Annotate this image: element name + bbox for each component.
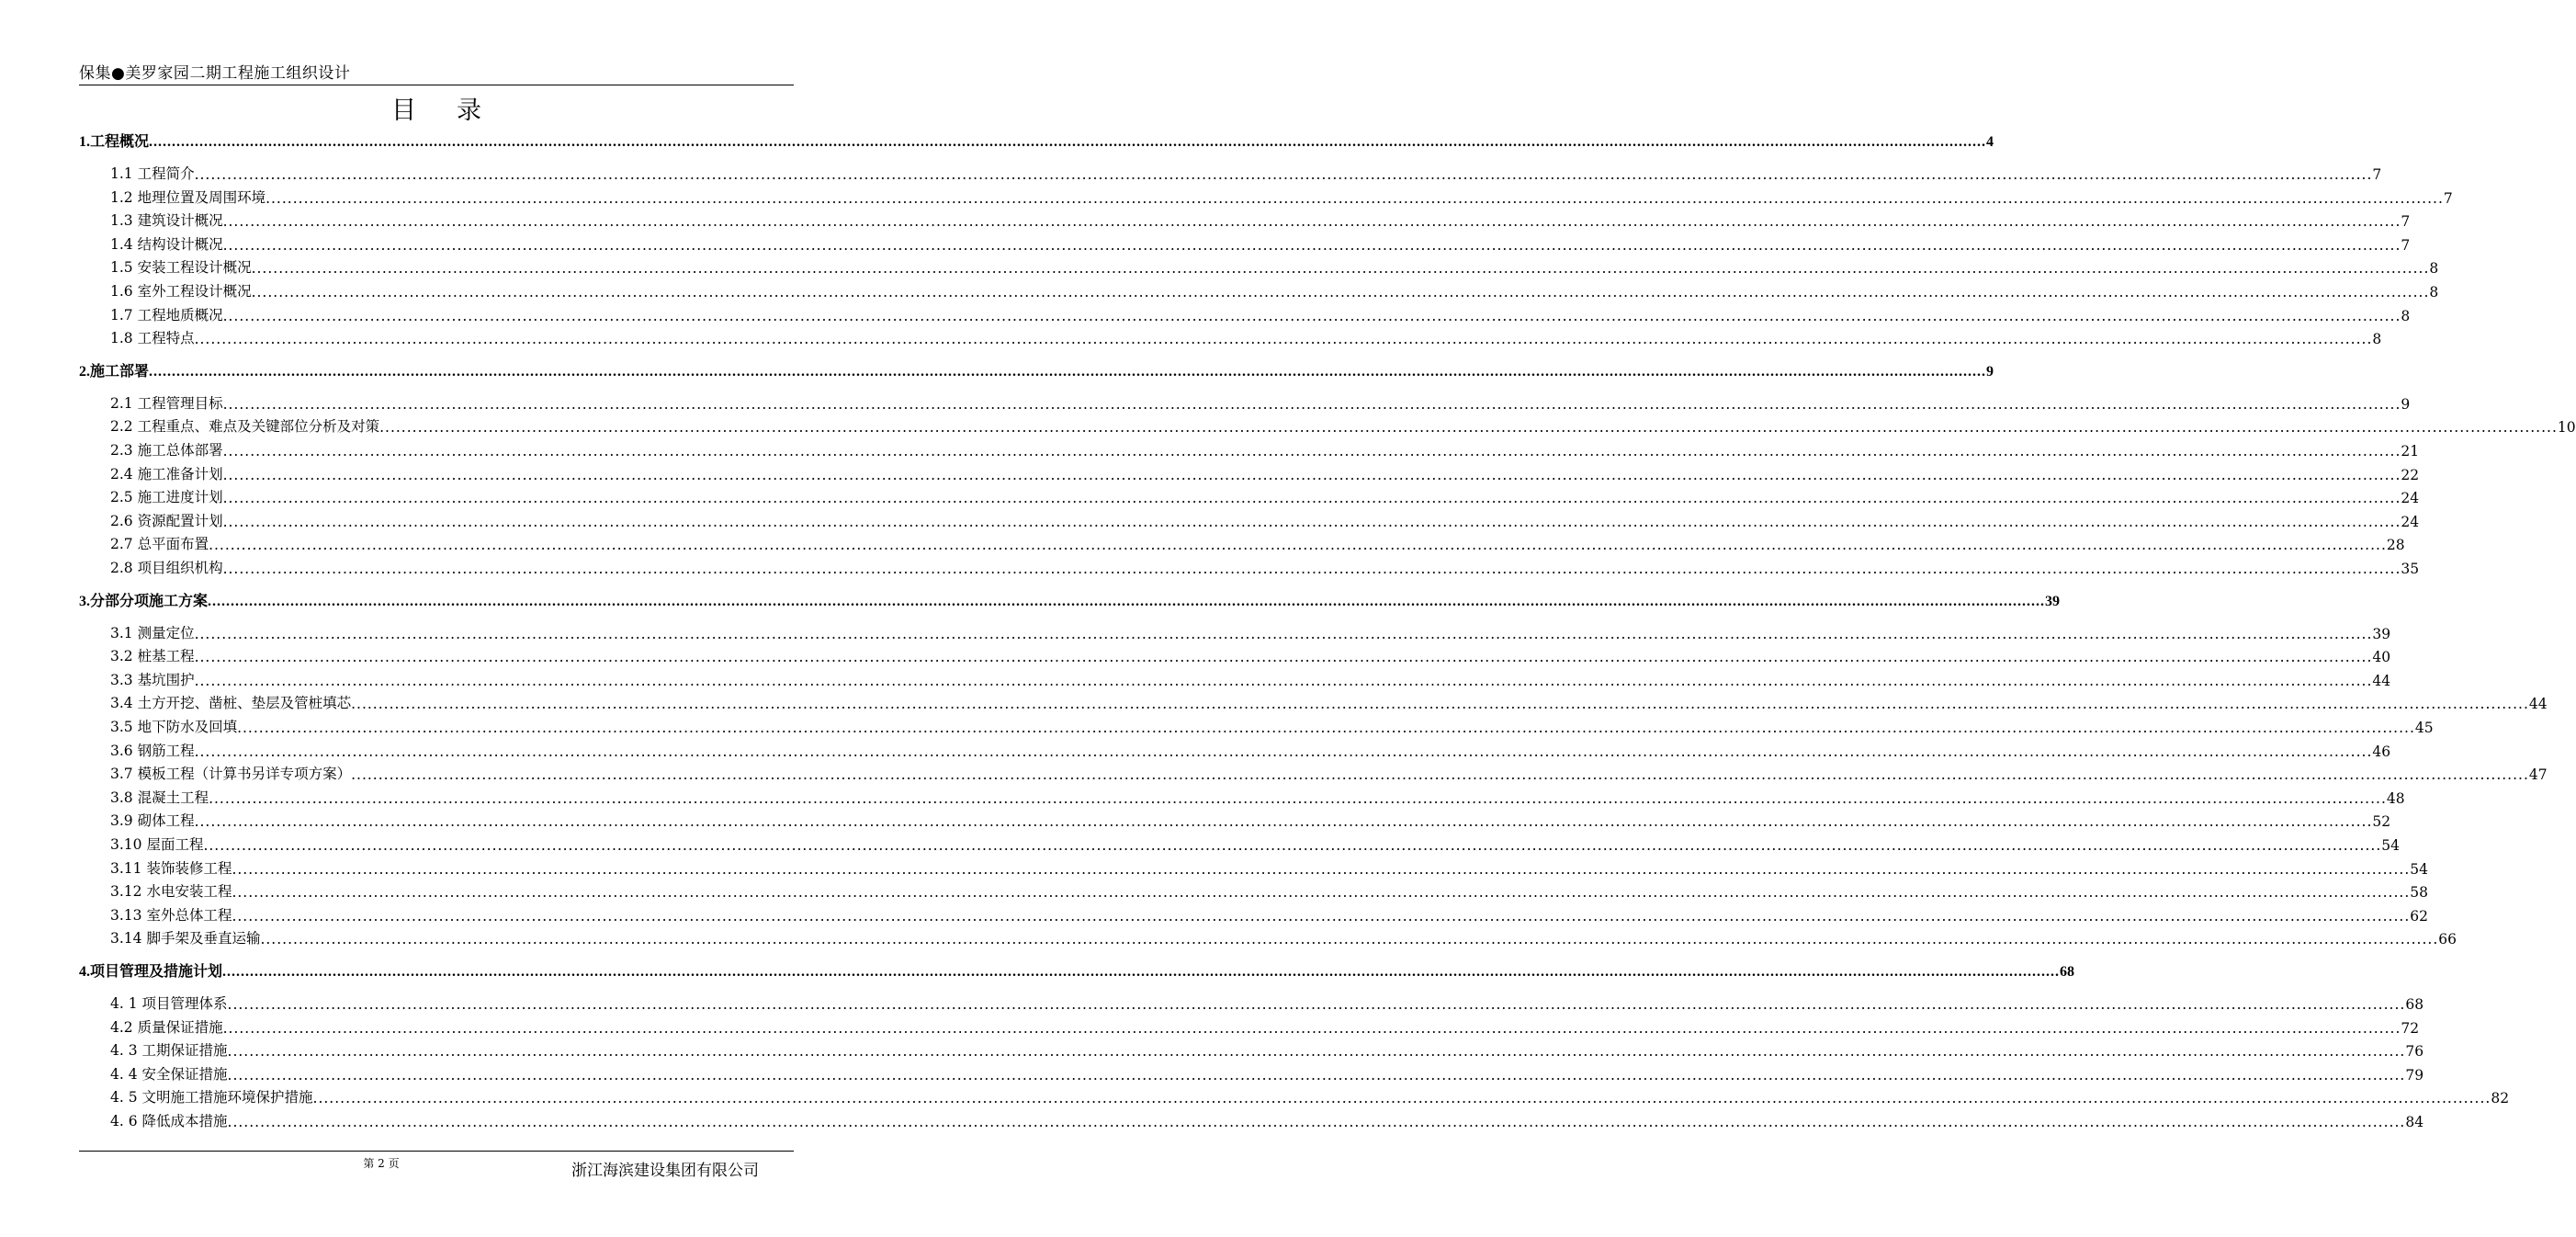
toc-entry-page: 35 [2401, 561, 2420, 577]
toc-entry-label: 3.10 屋面工程 [110, 836, 204, 853]
toc-subsection-entry[interactable] [79, 808, 2391, 831]
toc-dot-leader: ................................................................................................................................................................................................................................................................................................................................................................................................................ [351, 766, 2529, 784]
toc-entry-label: 1.8 工程特点 [110, 330, 195, 347]
toc-entry-page: 28 [2386, 537, 2405, 554]
toc-entry-page: 44 [2528, 696, 2548, 713]
toc-dot-leader: ................................................................................................................................................................................................................................................................................................................................................................................................................ [232, 907, 2411, 925]
toc-entry-label: 1.6 室外工程设计概况 [110, 283, 252, 300]
toc-subsection-entry[interactable] [79, 1108, 2424, 1130]
toc-entry-page: 76 [2405, 1043, 2424, 1061]
toc-dot-leader: ................................................................................................................................................................................................................................................................................................................................................................................................................ [222, 490, 2401, 507]
toc-dot-leader: ................................................................................................................................................................................................................................................................................................................................................................................................................ [227, 996, 2406, 1013]
toc-dot-leader: ................................................................................................................................................................................................................................................................................................................................................................................................................ [222, 1019, 2401, 1037]
toc-subsection-entry[interactable] [79, 1084, 2510, 1107]
toc-entry-label: 1.2 地理位置及周围环境 [110, 188, 266, 206]
toc-entry-label: 3.1 测量定位 [110, 624, 195, 641]
toc-entry-label: 3.6 钢筋工程 [110, 742, 195, 759]
toc-subsection-entry[interactable] [79, 161, 2382, 183]
toc-dot-leader: ................................................................................................................................................................................................................................................................................................................................................................................................................ [209, 789, 2387, 807]
page-header [79, 61, 794, 85]
toc-entry-page: 47 [2528, 766, 2548, 784]
toc-dot-leader: ................................................................................................................................................................................................................................................................................................................................................................................................................ [251, 284, 2430, 301]
toc-entry-page: 7 [2401, 236, 2411, 254]
toc-entry-label: 1.1 工程简介 [110, 165, 195, 182]
toc-subsection-entry[interactable] [79, 508, 2420, 530]
toc-dot-leader: ................................................................................................................................................................................................................................................................................................................................................................................................................ [351, 696, 2529, 713]
toc-dot-leader: ................................................................................................................................................................................................................................................................................................................................................................................................................ [194, 331, 2373, 348]
toc-entry-label: 3.14 脚手架及垂直运输 [110, 930, 261, 948]
toc-subsection-entry[interactable] [79, 902, 2428, 925]
toc-dot-leader: ................................................................................................................................................................................................................................................................................................................................................................................................................ [149, 363, 1987, 380]
toc-dot-leader: ................................................................................................................................................................................................................................................................................................................................................................................................................ [222, 443, 2401, 460]
toc-dot-leader: ................................................................................................................................................................................................................................................................................................................................................................................................................ [227, 1066, 2406, 1084]
toc-dot-leader: ................................................................................................................................................................................................................................................................................................................................................................................................................ [203, 837, 2382, 854]
toc-entry-page: 39 [2045, 593, 2061, 609]
toc-subsection-entry[interactable] [79, 414, 2576, 437]
toc-subsection-entry[interactable] [79, 925, 2457, 948]
toc-entry-page: 39 [2372, 625, 2391, 642]
toc-entry-label: 3.7 模板工程（计算书另详专项方案） [110, 766, 352, 783]
toc-entry-page: 84 [2405, 1114, 2424, 1130]
toc-entry-page: 40 [2372, 649, 2391, 666]
toc-subsection-entry[interactable] [79, 1061, 2424, 1084]
document-title: 保集●美罗家园二期工程施工组织设计 [79, 64, 351, 83]
toc-entry-label: 4. 6 降低成本措施 [110, 1113, 228, 1129]
toc-entry-page: 7 [2443, 189, 2453, 207]
toc-subsection-entry[interactable] [79, 856, 2428, 878]
toc-subsection-entry[interactable] [79, 832, 2400, 854]
toc-subsection-entry[interactable] [79, 1038, 2424, 1061]
toc-dot-leader: ................................................................................................................................................................................................................................................................................................................................................................................................................ [222, 513, 2401, 530]
toc-entry-page: 45 [2414, 720, 2434, 736]
toc-subsection-entry[interactable] [79, 991, 2424, 1013]
toc-entry-page: 82 [2491, 1090, 2510, 1107]
toc-entry-label: 3.12 水电安装工程 [110, 883, 232, 901]
toc-entry-label: 2.2 工程重点、难点及关键部位分析及对策 [110, 418, 380, 436]
toc-entry-label: 1.3 建筑设计概况 [110, 212, 223, 230]
toc-entry-page: 9 [1986, 363, 1994, 380]
toc-entry-page: 24 [2401, 490, 2420, 507]
toc-dot-leader: ................................................................................................................................................................................................................................................................................................................................................................................................................ [222, 964, 2061, 980]
toc-entry-label: 3.2 桩基工程 [110, 648, 195, 665]
toc-entry-page: 7 [2401, 213, 2411, 231]
toc-dot-leader: ................................................................................................................................................................................................................................................................................................................................................................................................................ [222, 236, 2401, 254]
toc-entry-label: 3.5 地下防水及回填 [110, 719, 238, 735]
toc-dot-leader: ................................................................................................................................................................................................................................................................................................................................................................................................................ [237, 720, 2415, 736]
toc-dot-leader: ................................................................................................................................................................................................................................................................................................................................................................................................................ [194, 166, 2373, 183]
toc-entry-label: 3.13 室外总体工程 [110, 906, 232, 924]
toc-dot-leader: ................................................................................................................................................................................................................................................................................................................................................................................................................ [251, 260, 2430, 278]
toc-dot-leader: ................................................................................................................................................................................................................................................................................................................................................................................................................ [194, 625, 2373, 642]
toc-subsection-entry[interactable] [79, 643, 2391, 666]
toc-subsection-entry[interactable] [79, 785, 2405, 807]
toc-entry-page: 48 [2386, 789, 2405, 807]
toc-dot-leader: ................................................................................................................................................................................................................................................................................................................................................................................................................ [194, 743, 2373, 760]
toc-entry-page: 10 [2557, 419, 2576, 437]
toc-subsection-entry[interactable] [79, 255, 2439, 278]
toc-entry-page: 66 [2438, 931, 2457, 948]
toc-entry-page: 8 [2372, 331, 2382, 348]
toc-dot-leader: ................................................................................................................................................................................................................................................................................................................................................................................................................ [222, 395, 2401, 413]
toc-section-entry[interactable] [79, 959, 2075, 981]
toc-entry-page: 22 [2401, 466, 2420, 483]
toc-entry-page: 54 [2381, 837, 2400, 854]
toc-dot-leader: ................................................................................................................................................................................................................................................................................................................................................................................................................ [194, 672, 2373, 689]
toc-entry-label: 1.工程概况 [79, 134, 150, 150]
toc-entry-page: 4 [1986, 134, 1994, 150]
toc-entry-label: 2.8 项目组织机构 [110, 560, 223, 576]
toc-entry-page: 21 [2401, 443, 2420, 460]
toc-subsection-entry[interactable] [79, 761, 2548, 784]
toc-subsection-entry[interactable] [79, 555, 2420, 577]
toc-dot-leader: ................................................................................................................................................................................................................................................................................................................................................................................................................ [209, 537, 2387, 554]
toc-entry-label: 4.2 质量保证措施 [110, 1018, 223, 1036]
toc-dot-leader: ................................................................................................................................................................................................................................................................................................................................................................................................................ [222, 213, 2401, 231]
toc-entry-label: 3.8 混凝土工程 [110, 789, 209, 806]
toc-entry-label: 2.1 工程管理目标 [110, 394, 223, 412]
toc-entry-label: 2.7 总平面布置 [110, 536, 209, 553]
toc-subsection-entry[interactable] [79, 208, 2411, 231]
toc-section-entry[interactable] [79, 358, 1994, 380]
toc-section-entry[interactable] [79, 129, 1994, 151]
toc-entry-page: 8 [2401, 307, 2411, 324]
page-number: 第 2 页 [363, 1157, 400, 1170]
toc-entry-page: 68 [2405, 996, 2424, 1013]
toc-entry-label: 2.6 资源配置计划 [110, 512, 223, 529]
toc-entry-page: 58 [2410, 884, 2428, 902]
toc-entry-page: 7 [2372, 166, 2382, 183]
toc-subsection-entry[interactable] [79, 484, 2420, 507]
toc-dot-leader: ................................................................................................................................................................................................................................................................................................................................................................................................................ [312, 1090, 2491, 1107]
toc-dot-leader: ................................................................................................................................................................................................................................................................................................................................................................................................................ [222, 307, 2401, 324]
toc-entry-page: 9 [2401, 395, 2411, 413]
toc-subsection-entry[interactable] [79, 531, 2405, 554]
toc-subsection-entry[interactable] [79, 278, 2439, 301]
toc-dot-leader: ................................................................................................................................................................................................................................................................................................................................................................................................................ [232, 860, 2411, 878]
toc-entry-page: 52 [2372, 813, 2391, 831]
toc-entry-label: 1.5 安装工程设计概况 [110, 259, 252, 277]
toc-section-entry[interactable] [79, 588, 2061, 610]
toc-dot-leader: ................................................................................................................................................................................................................................................................................................................................................................................................................ [222, 561, 2401, 577]
toc-entry-page: 54 [2410, 860, 2428, 878]
toc-subsection-entry[interactable] [79, 391, 2411, 413]
toc-entry-page: 79 [2405, 1066, 2424, 1084]
toc-entry-page: 8 [2429, 260, 2439, 278]
toc-heading: 目录 [391, 96, 522, 125]
toc-dot-leader: ................................................................................................................................................................................................................................................................................................................................................................................................................ [266, 189, 2444, 207]
toc-entry-label: 2.4 施工准备计划 [110, 465, 223, 482]
toc-subsection-entry[interactable] [79, 461, 2420, 483]
toc-dot-leader: ................................................................................................................................................................................................................................................................................................................................................................................................................ [232, 884, 2411, 902]
toc-dot-leader: ................................................................................................................................................................................................................................................................................................................................................................................................................ [227, 1043, 2406, 1061]
toc-subsection-entry[interactable] [79, 232, 2411, 254]
toc-entry-label: 2.3 施工总体部署 [110, 442, 223, 459]
toc-entry-label: 3.11 装饰装修工程 [110, 859, 232, 877]
toc-entry-label: 4.项目管理及措施计划 [79, 964, 223, 980]
toc-dot-leader: ................................................................................................................................................................................................................................................................................................................................................................................................................ [208, 593, 2046, 609]
toc-entry-page: 72 [2401, 1019, 2420, 1037]
toc-subsection-entry[interactable] [79, 690, 2548, 713]
toc-subsection-entry[interactable] [79, 738, 2391, 760]
toc-subsection-entry[interactable] [79, 302, 2411, 324]
toc-entry-page: 44 [2372, 672, 2391, 689]
toc-entry-page: 46 [2372, 743, 2391, 760]
toc-entry-page: 8 [2429, 284, 2439, 301]
toc-entry-label: 3.3 基坑围护 [110, 671, 195, 688]
toc-entry-label: 1.7 工程地质概况 [110, 306, 223, 323]
toc-dot-leader: ................................................................................................................................................................................................................................................................................................................................................................................................................ [379, 419, 2558, 437]
toc-entry-label: 4. 1 项目管理体系 [110, 995, 228, 1012]
toc-subsection-entry[interactable] [79, 325, 2382, 348]
toc-subsection-entry[interactable] [79, 437, 2420, 460]
toc-entry-label: 2.5 施工进度计划 [110, 489, 223, 506]
toc-entry-page: 24 [2401, 513, 2420, 530]
toc-dot-leader: ................................................................................................................................................................................................................................................................................................................................................................................................................ [194, 813, 2373, 831]
page-footer [79, 1151, 794, 1180]
toc-subsection-entry[interactable] [79, 879, 2428, 902]
toc-entry-label: 4. 3 工期保证措施 [110, 1042, 228, 1060]
toc-entry-page: 68 [2060, 964, 2075, 980]
toc-dot-leader: ................................................................................................................................................................................................................................................................................................................................................................................................................ [222, 466, 2401, 483]
toc-subsection-entry[interactable] [79, 185, 2453, 207]
toc-subsection-entry[interactable] [79, 667, 2391, 689]
toc-subsection-entry[interactable] [79, 1015, 2420, 1037]
toc-entry-label: 3.4 土方开挖、凿桩、垫层及管桩填芯 [110, 695, 352, 712]
toc-entry-label: 1.4 结构设计概况 [110, 235, 223, 253]
toc-entry-page: 62 [2410, 907, 2428, 925]
toc-dot-leader: ................................................................................................................................................................................................................................................................................................................................................................................................................ [149, 134, 1987, 150]
toc-dot-leader: ................................................................................................................................................................................................................................................................................................................................................................................................................ [260, 931, 2439, 948]
company-name: 浙江海滨建设集团有限公司 [571, 1162, 759, 1180]
toc-dot-leader: ................................................................................................................................................................................................................................................................................................................................................................................................................ [194, 649, 2373, 666]
toc-subsection-entry[interactable] [79, 714, 2434, 736]
toc-entry-label: 2.施工部署 [79, 363, 150, 380]
toc-entry-label: 4. 4 安全保证措施 [110, 1065, 228, 1083]
toc-entry-label: 4. 5 文明施工措施环境保护措施 [110, 1089, 313, 1106]
toc-entry-label: 3.分部分项施工方案 [79, 593, 209, 609]
toc-dot-leader: ................................................................................................................................................................................................................................................................................................................................................................................................................ [227, 1114, 2406, 1130]
toc-entry-label: 3.9 砌体工程 [110, 812, 195, 830]
toc-subsection-entry[interactable] [79, 620, 2391, 642]
